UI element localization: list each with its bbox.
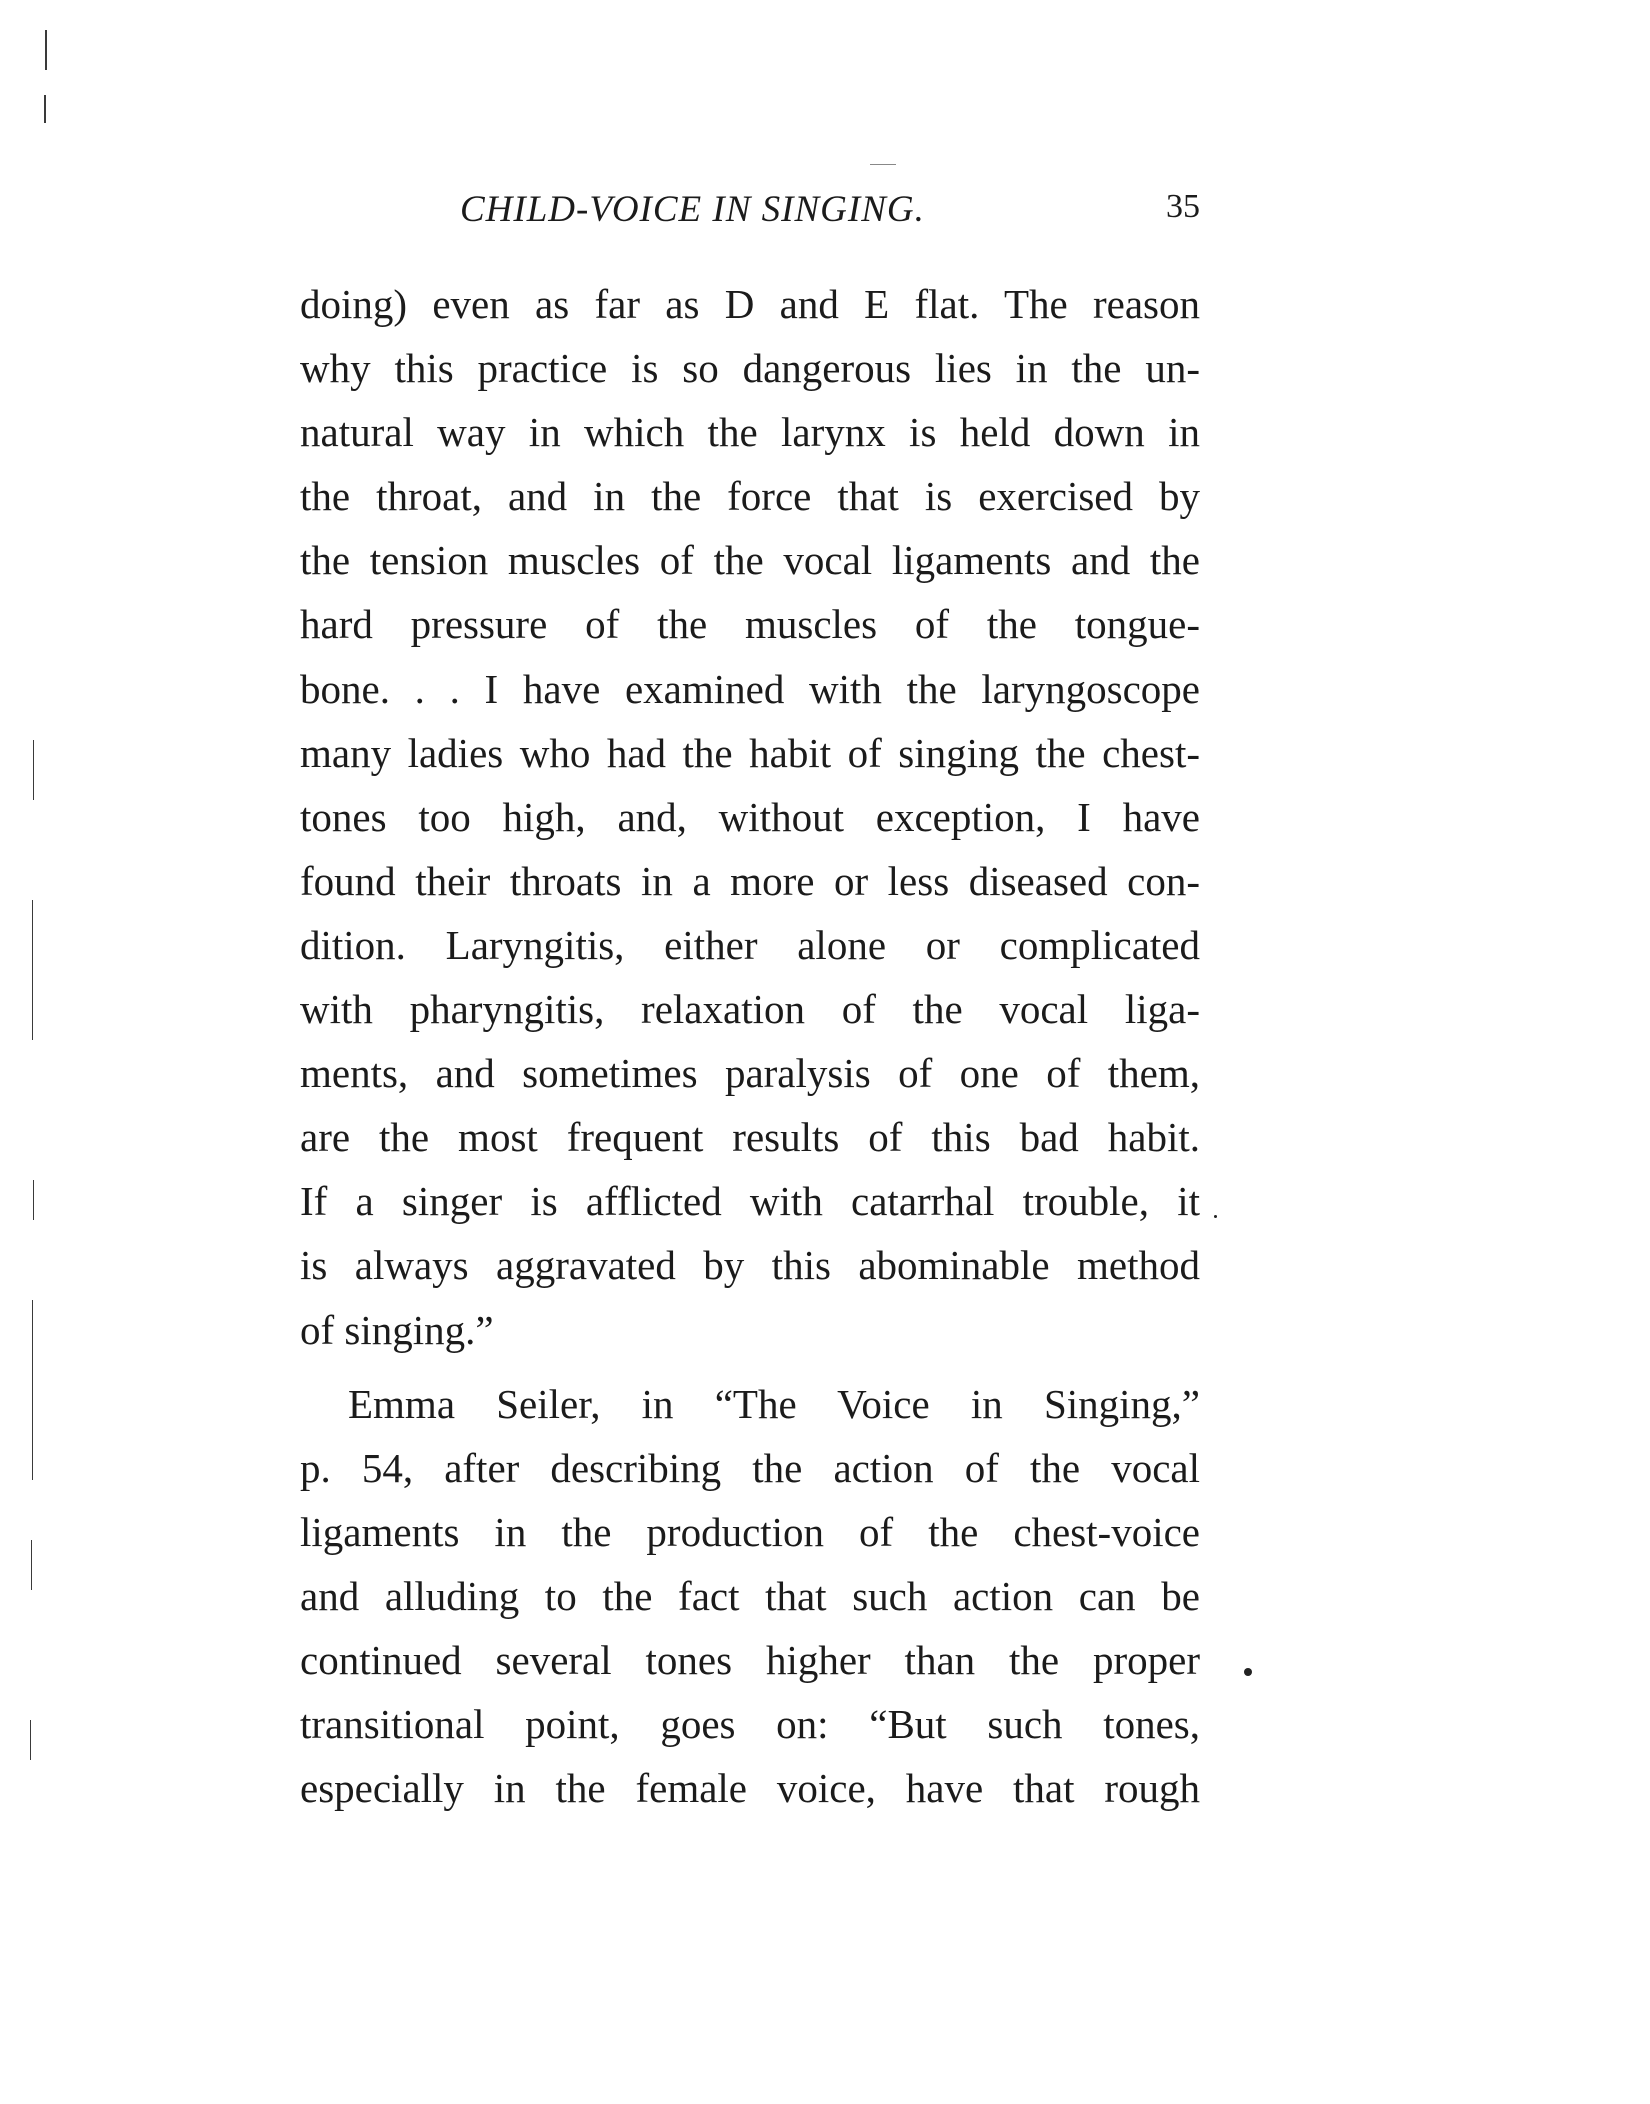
text-line: is always aggravated by this abominable method	[300, 1242, 1200, 1289]
text-line: bone. . . I have examined with the laryngoscope	[300, 665, 1200, 712]
page-number: 35	[1166, 188, 1200, 225]
paragraph-gap	[300, 1362, 1200, 1372]
scan-margin-mark	[45, 30, 47, 70]
scan-speck	[1244, 1668, 1252, 1676]
scan-margin-mark	[33, 740, 34, 800]
scan-margin-mark	[32, 900, 33, 1040]
text-line: especially in the female voice, have that rough	[300, 1765, 1200, 1812]
scan-margin-mark	[44, 95, 46, 123]
paragraph	[300, 1372, 1200, 1821]
text-line: dition. Laryngitis, either alone or complicated	[300, 921, 1200, 968]
running-title: CHILD-VOICE IN SINGING.	[460, 189, 925, 230]
text-line: natural way in which the larynx is held down in	[300, 409, 1200, 456]
text-line: the throat, and in the force that is exercised by	[300, 473, 1200, 520]
text-line: tones too high, and, without exception, I have	[300, 793, 1200, 840]
text-line: are the most frequent results of this bad habit.	[300, 1114, 1200, 1161]
text-line: why this practice is so dangerous lies in the un-	[300, 345, 1200, 392]
scan-margin-mark	[870, 164, 896, 165]
scan-margin-mark	[31, 1540, 32, 1590]
text-line: ments, and sometimes paralysis of one of them,	[300, 1050, 1200, 1097]
scan-speck	[1214, 1215, 1217, 1218]
text-line: with pharyngitis, relaxation of the vocal liga-	[300, 986, 1200, 1033]
text-line: of singing.”	[300, 1306, 494, 1353]
text-line: continued several tones higher than the proper	[300, 1636, 1200, 1683]
text-line: Emma Seiler, in “The Voice in Singing,”	[348, 1380, 1200, 1427]
text-line: and alluding to the fact that such action can be	[300, 1572, 1200, 1619]
text-line: doing) even as far as D and E flat. The reason	[300, 281, 1200, 327]
text-line: p. 54, after describing the action of the vocal	[300, 1444, 1200, 1491]
page-body	[300, 272, 1200, 1820]
scan-margin-mark	[33, 1180, 34, 1220]
paragraph	[300, 272, 1200, 1362]
text-line: hard pressure of the muscles of the tongue-	[300, 601, 1200, 648]
scan-margin-mark	[30, 1720, 31, 1760]
scan-margin-mark	[32, 1300, 33, 1480]
text-line: If a singer is afflicted with catarrhal trouble, it	[300, 1178, 1200, 1225]
running-header	[300, 188, 1200, 244]
text-line: transitional point, goes on: “But such tones,	[300, 1701, 1200, 1748]
text-line: many ladies who had the habit of singing the chest-	[300, 729, 1200, 776]
text-line: the tension muscles of the vocal ligaments and the	[300, 537, 1200, 584]
text-line: ligaments in the production of the chest-voice	[300, 1508, 1200, 1555]
text-line: found their throats in a more or less diseased con-	[300, 857, 1200, 904]
